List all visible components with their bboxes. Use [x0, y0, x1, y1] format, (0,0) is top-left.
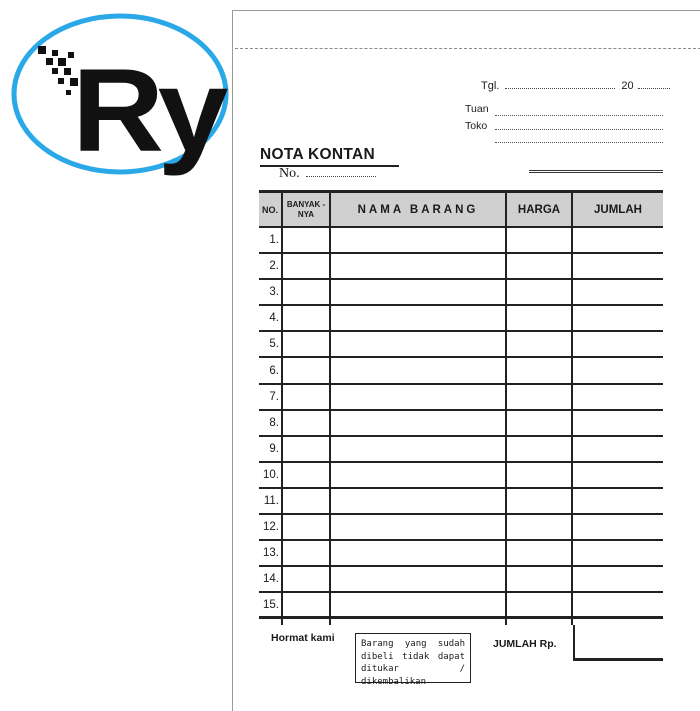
- date-field: [481, 79, 670, 92]
- table-row[interactable]: [259, 593, 663, 619]
- customer-blank[interactable]: [495, 115, 663, 116]
- items-table: [259, 190, 663, 619]
- row-number: 3.: [269, 286, 279, 299]
- logo-text: Ry: [72, 45, 228, 177]
- table-row[interactable]: [259, 385, 663, 411]
- table-row[interactable]: [259, 306, 663, 332]
- table-row[interactable]: [259, 541, 663, 567]
- table-row[interactable]: [259, 332, 663, 358]
- column-header-quantity: BANYAK -NYA: [286, 199, 326, 219]
- table-row[interactable]: [259, 567, 663, 593]
- date-label: Tgl.: [481, 80, 500, 92]
- year-prefix: 20: [621, 80, 634, 92]
- store-blank[interactable]: [495, 129, 663, 130]
- store-label: Toko: [465, 120, 488, 132]
- invoice-number-field: [279, 166, 376, 182]
- table-row[interactable]: [259, 254, 663, 280]
- row-number: 7.: [269, 390, 279, 403]
- row-number: 13.: [263, 547, 279, 560]
- column-header-item-name: NAMA BARANG: [357, 203, 479, 216]
- row-number: 10.: [263, 468, 279, 481]
- column-divider: [281, 190, 283, 625]
- invoice-number-blank[interactable]: [306, 166, 376, 177]
- row-number: 4.: [269, 312, 279, 325]
- ry-logo: [8, 6, 236, 182]
- signature-label: Hormat kami: [271, 632, 335, 644]
- header-double-line: [529, 170, 663, 173]
- column-header-total: JUMLAH: [594, 203, 642, 216]
- row-number: 14.: [263, 573, 279, 586]
- address-blank[interactable]: [495, 142, 663, 143]
- column-header-no: NO.: [261, 204, 278, 215]
- table-body: [259, 228, 663, 619]
- table-row[interactable]: [259, 463, 663, 489]
- table-header: [259, 190, 663, 228]
- total-label: JUMLAH Rp.: [493, 638, 557, 650]
- perforation-line: [235, 48, 700, 49]
- row-number: 2.: [269, 260, 279, 273]
- row-number: 8.: [269, 416, 279, 429]
- year-blank[interactable]: [638, 79, 670, 89]
- table-row[interactable]: [259, 489, 663, 515]
- table-row[interactable]: [259, 358, 663, 384]
- return-policy-notice: Barang yang sudah dibeli tidak dapat ditukar / dikembalikan: [355, 633, 471, 683]
- row-number: 6.: [269, 364, 279, 377]
- date-blank[interactable]: [505, 79, 615, 89]
- row-number: 9.: [269, 442, 279, 455]
- column-divider: [571, 190, 573, 625]
- table-row[interactable]: [259, 280, 663, 306]
- table-row[interactable]: [259, 437, 663, 463]
- total-amount-box[interactable]: [573, 625, 663, 661]
- table-row[interactable]: [259, 411, 663, 437]
- customer-label: Tuan: [465, 103, 489, 115]
- column-divider: [329, 190, 331, 625]
- form-title: NOTA KONTAN: [260, 146, 375, 163]
- row-number: 5.: [269, 338, 279, 351]
- row-number: 1.: [269, 234, 279, 247]
- invoice-sheet: [232, 10, 700, 711]
- table-row[interactable]: [259, 228, 663, 254]
- column-divider: [505, 190, 507, 625]
- row-number: 12.: [263, 521, 279, 534]
- table-row[interactable]: [259, 515, 663, 541]
- row-number: 15.: [263, 598, 279, 611]
- row-number: 11.: [263, 494, 279, 507]
- column-header-price: HARGA: [517, 203, 561, 216]
- invoice-number-label: No.: [279, 166, 300, 181]
